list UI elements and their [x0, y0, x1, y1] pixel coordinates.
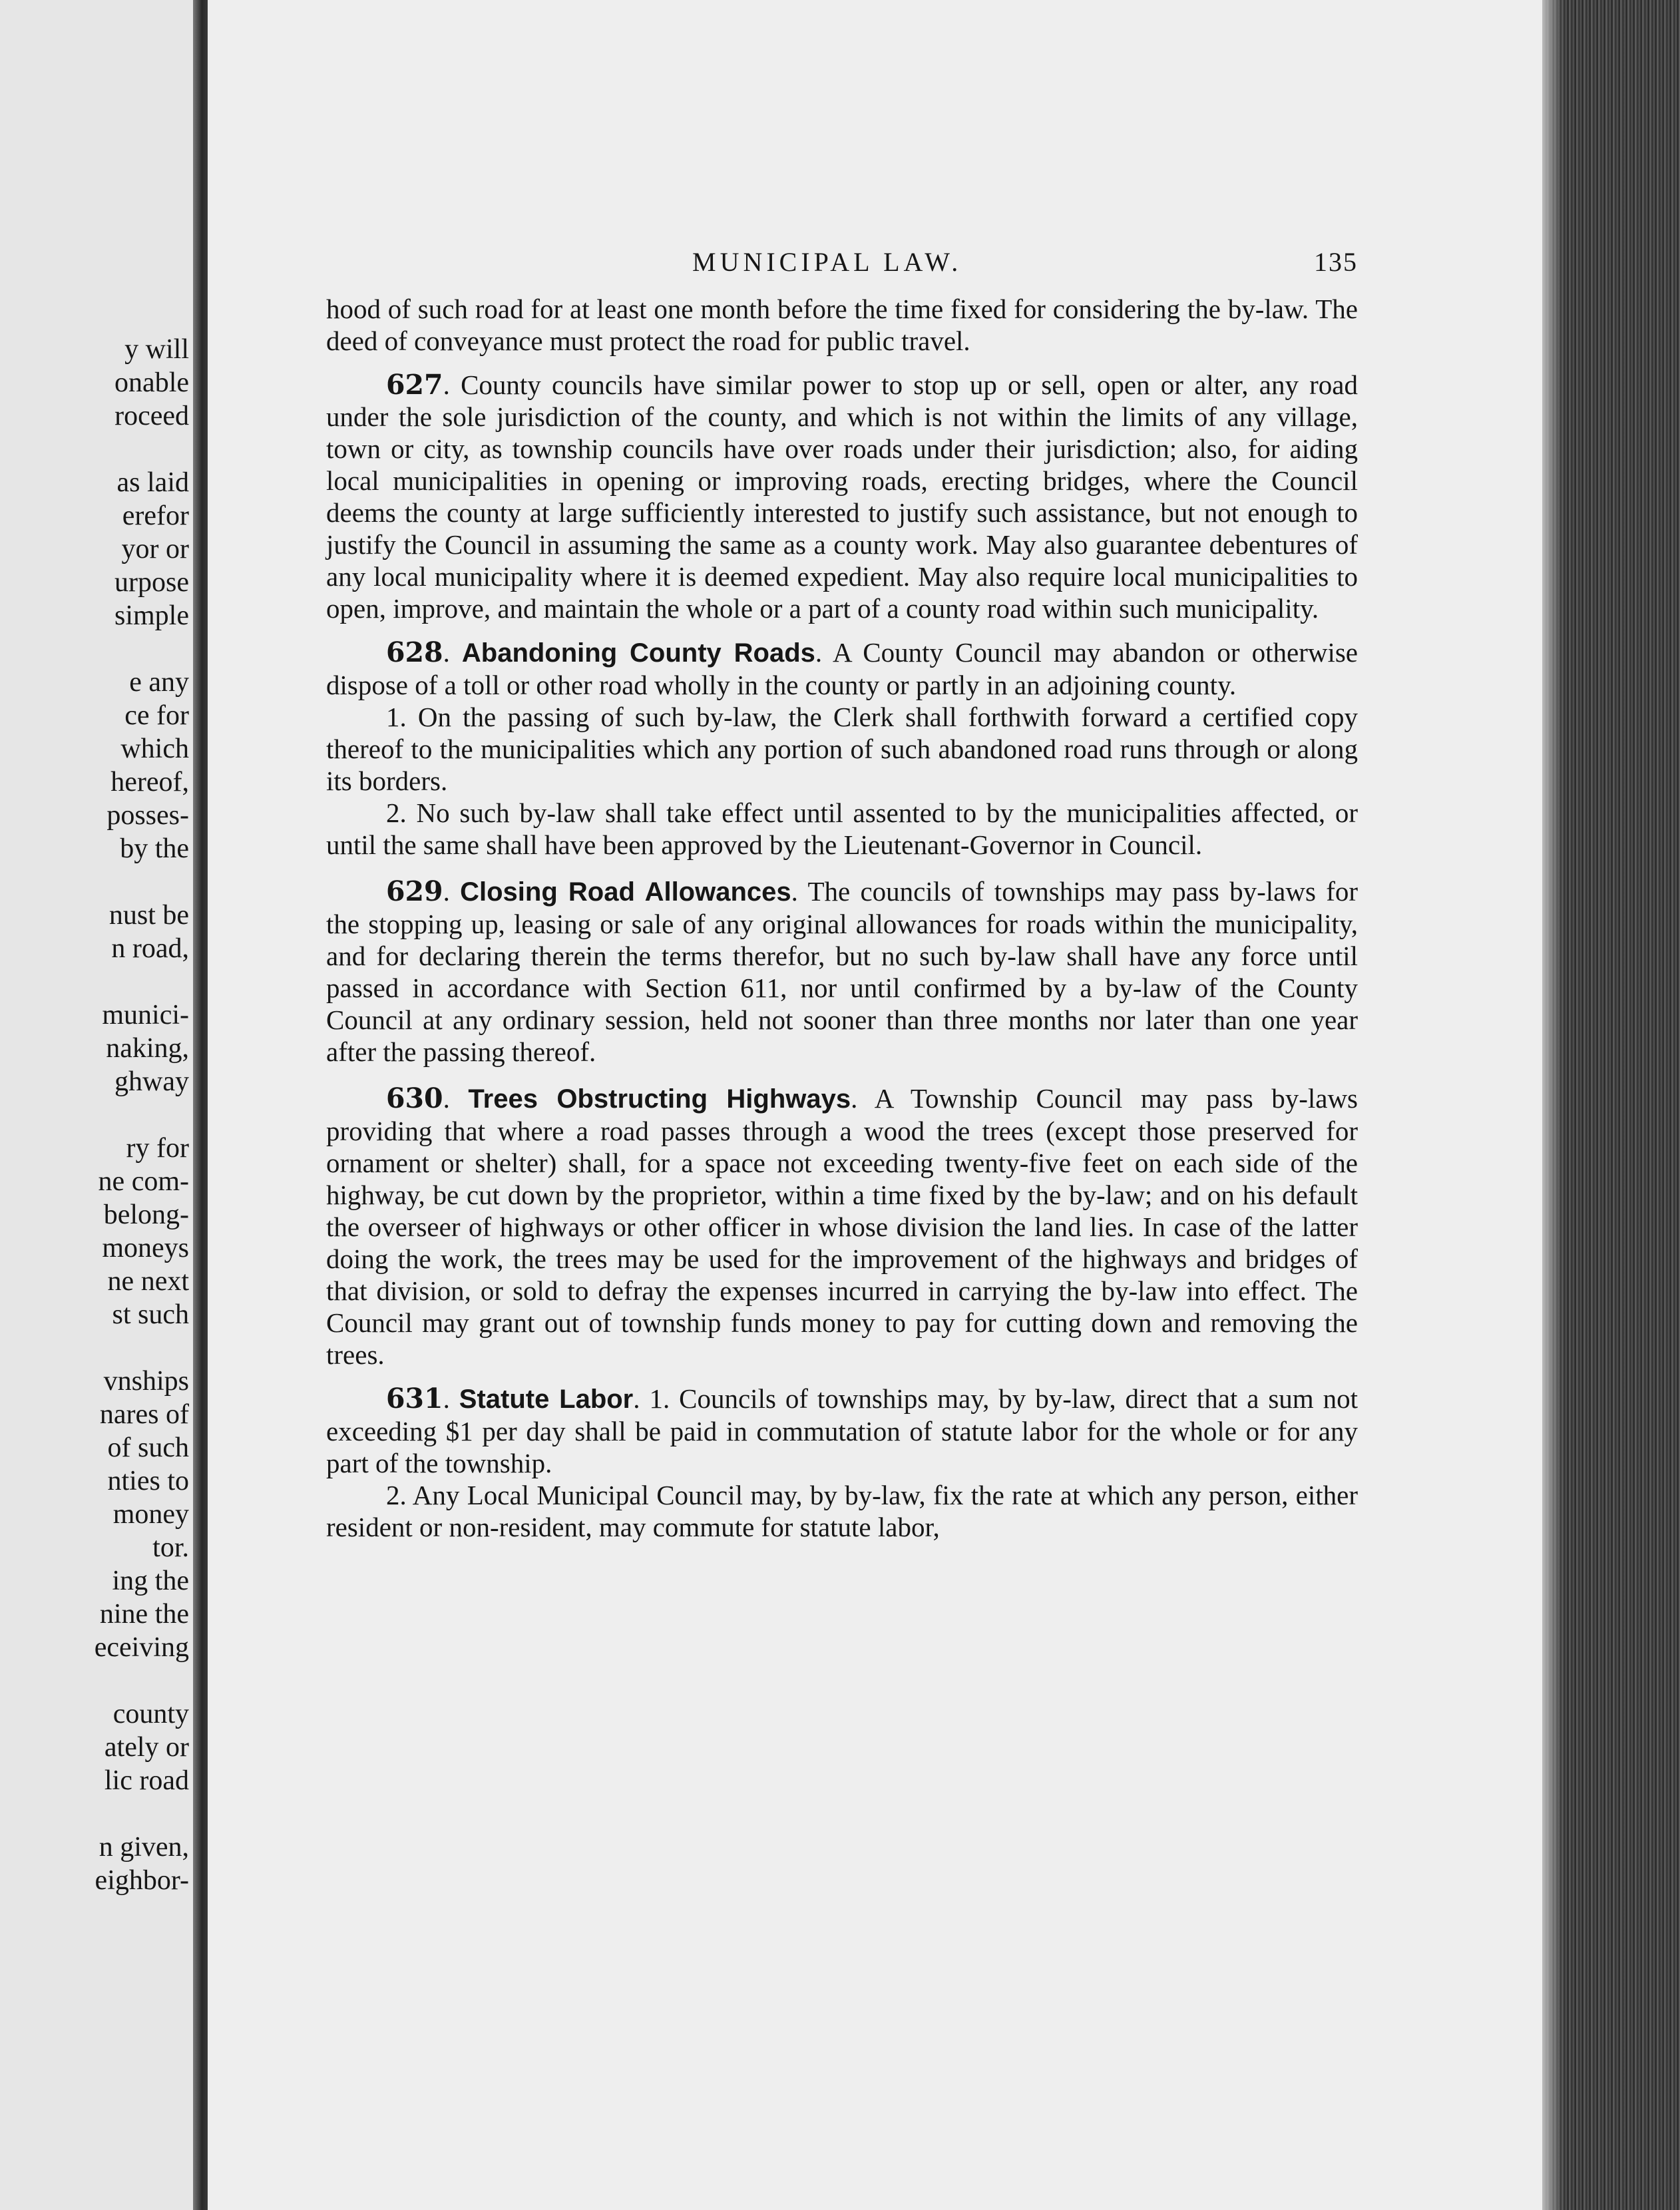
- left-page-line: lic road: [104, 1765, 189, 1796]
- section-627: 627. County councils have similar power to stop up or sell, open or alter, any road under the sole jurisdiction of the county, and which is not within the limits of any village, town or city, as township councils have over roads under their jurisdiction; also, for aiding local municipalities in opening or improving roads, erecting bridges, where the Council deems the county at large sufficiently interested to justify such assistance, but not enough to justify the Council in assuming the same as a county work. May also guarantee debentures of any local municipality where it is deemed expedient. May also require local municipalities to open, improve, and maintain the whole or a part of a county road within such municipality.: [326, 369, 1359, 624]
- section-text: A Township Council may pass by-laws providing that where a road passes through a wood the trees (except those preserved for ornament or shelter) shall, for a space not exceeding twenty-five feet on each side of the highway, be cut down by the proprietor, within a time fixed by the by-law; and on his default the overseer of highways or other officer in whose division the land lies. In case of the latter doing the work, the trees may be used for the improvement of the highways and bridges of that division, or sold to defray the expenses incurred in carrying the by-law into effect. The Council may grant out of township funds money to pay for cutting down and removing the trees.: [326, 1083, 1359, 1370]
- section-number: 629: [386, 875, 443, 907]
- intro-paragraph: hood of such road for at least one month before the time fixed for considering the by-law. The deed of conveyance must protect the road for public travel.: [326, 294, 1358, 356]
- left-page-line: of such: [107, 1433, 189, 1463]
- left-page-line: ately or: [104, 1732, 189, 1763]
- section-628-subsection-1: 1. On the passing of such by-law, the Clerk shall forthwith forward a certified copy thereof to the municipalities which any portion of such abandoned road runs through or along its borders.: [326, 702, 1358, 796]
- left-page-line: n road,: [111, 933, 189, 964]
- left-page-line: nust be: [108, 900, 189, 931]
- left-page-line: moneys: [102, 1233, 189, 1263]
- left-page-line: urpose: [114, 567, 189, 598]
- left-page-fragment: [0, 0, 193, 2210]
- page-content: [326, 246, 1358, 1543]
- left-page-line: naking,: [106, 1033, 189, 1064]
- left-page-line: which: [120, 734, 189, 764]
- section-title: Abandoning County Roads: [461, 638, 815, 668]
- section-628: 628. Abandoning County Roads. A County Council may abandon or otherwise dispose of a toll or other road wholly in the county or partly in an adjoining county.: [326, 636, 1358, 700]
- left-page-line: belong-: [103, 1200, 189, 1230]
- left-page-line: onable: [114, 367, 189, 398]
- left-page-line: by the: [120, 833, 189, 864]
- left-page-line: as laid: [116, 467, 189, 498]
- left-page-line: nares of: [99, 1399, 189, 1430]
- left-page-line: eighbor-: [95, 1865, 189, 1896]
- left-page-line: vnships: [103, 1366, 189, 1397]
- left-page-line: ry for: [126, 1133, 189, 1164]
- left-page-line: ne next: [107, 1266, 189, 1297]
- section-text: County councils have similar power to stop up or sell, open or alter, any road under the sole jurisdiction of the county, and which is not within the limits of any village, town or city, as township councils have over roads under their jurisdiction; also, for aiding local municipalities in opening or improving roads, erecting bridges, where the Council deems the county at large sufficiently interested to justify such assistance, but not enough to justify the Council in assuming the same as a county work. May also guarantee debentures of any local municipality where it is deemed expedient. May also require local municipalities to open, improve, and maintain the whole or a part of a county road within such municipality.: [326, 369, 1359, 624]
- section-631: 631. Statute Labor. 1. Councils of townships may, by by-law, direct that a sum not exceeding $1 per day shall be paid in commutation of statute labor for the whole or for any part of the township.: [326, 1383, 1359, 1478]
- section-number: 630: [386, 1082, 443, 1114]
- left-page-line: posses-: [106, 800, 189, 831]
- left-page-line: nine the: [99, 1599, 189, 1630]
- section-text: The councils of townships may pass by-laws for the stopping up, leasing or sale of any original allowances for roads within the municipality, and for declaring therein the terms therefor, but no such by-law shall have any force until passed in accordance with Section 611, nor until confirmed by a by-law of the County Council at any ordinary session, held not sooner than three months nor later than one year after the passing thereof.: [326, 876, 1359, 1067]
- section-number: 631: [386, 1383, 443, 1415]
- section-text: 1. Councils of townships may, by by-law, direct that a sum not exceeding $1 per day shall be paid in commutation of statute labor for the whole or for any part of the township.: [326, 1383, 1359, 1478]
- section-title: Statute Labor: [459, 1385, 634, 1414]
- left-page-line: money: [112, 1499, 189, 1530]
- running-head: [326, 246, 1358, 293]
- page-number: 135: [1314, 247, 1358, 277]
- left-page-line: nties to: [107, 1466, 189, 1496]
- left-page-line: tor.: [152, 1532, 189, 1563]
- section-number: 628: [386, 636, 443, 668]
- left-page-line: eceiving: [94, 1632, 189, 1663]
- section-number: 627: [386, 369, 443, 401]
- section-631-subsection-2: 2. Any Local Municipal Council may, by by-law, fix the rate at which any person, either resident or non-resident, may commute for statute labor,: [326, 1480, 1358, 1542]
- left-page-line: county: [112, 1699, 189, 1729]
- left-page-line: y will: [124, 334, 189, 365]
- left-page-line: ne com-: [98, 1166, 189, 1197]
- book-gutter: [193, 0, 208, 2210]
- book-page-edges: [1542, 0, 1680, 2210]
- left-page-line: n given,: [99, 1832, 189, 1863]
- left-page-line: erefor: [122, 501, 189, 531]
- left-page-line: yor or: [121, 534, 189, 564]
- left-page-line: st such: [112, 1299, 189, 1330]
- left-page-line: roceed: [114, 401, 189, 431]
- left-page-line: e any: [129, 667, 189, 698]
- section-628-subsection-2: 2. No such by-law shall take effect until assented to by the municipalities affected, or until the same shall have been approved by the Lieutenant-Governor in Council.: [326, 797, 1358, 860]
- running-title: MUNICIPAL LAW.: [692, 247, 962, 277]
- left-page-line: hereof,: [110, 767, 189, 797]
- section-630: 630. Trees Obstructing Highways. A Township Council may pass by-laws providing that where a road passes through a wood the trees (except those preserved for ornament or shelter) shall, for a space not exceeding twenty-five feet on each side of the highway, be cut down by the proprietor, within a time fixed by the by-law; and on his default the overseer of highways or other officer in whose division the land lies. In case of the latter doing the work, the trees may be used for the improvement of the highways and bridges of that division, or sold to defray the expenses incurred in carrying the by-law into effect. The Council may grant out of township funds money to pay for cutting down and removing the trees.: [326, 1082, 1359, 1370]
- section-title: Closing Road Allowances: [460, 877, 791, 907]
- left-page-line: ce for: [124, 700, 189, 731]
- section-title: Trees Obstructing Highways: [468, 1084, 851, 1114]
- left-page-line: munici-: [102, 1000, 189, 1030]
- left-page-line: simple: [114, 600, 189, 631]
- left-page-line: ghway: [114, 1066, 189, 1097]
- section-text: A County Council may abandon or otherwise dispose of a toll or other road wholly in the county or partly in an adjoining county.: [326, 637, 1358, 700]
- left-page-line: ing the: [112, 1566, 189, 1596]
- section-629: 629. Closing Road Allowances. The councils of townships may pass by-laws for the stopping up, leasing or sale of any original allowances for roads within the municipality, and for declaring therein the terms therefor, but no such by-law shall have any force until passed in accordance with Section 611, nor until confirmed by a by-law of the County Council at any ordinary session, held not sooner than three months nor later than one year after the passing thereof.: [326, 875, 1359, 1067]
